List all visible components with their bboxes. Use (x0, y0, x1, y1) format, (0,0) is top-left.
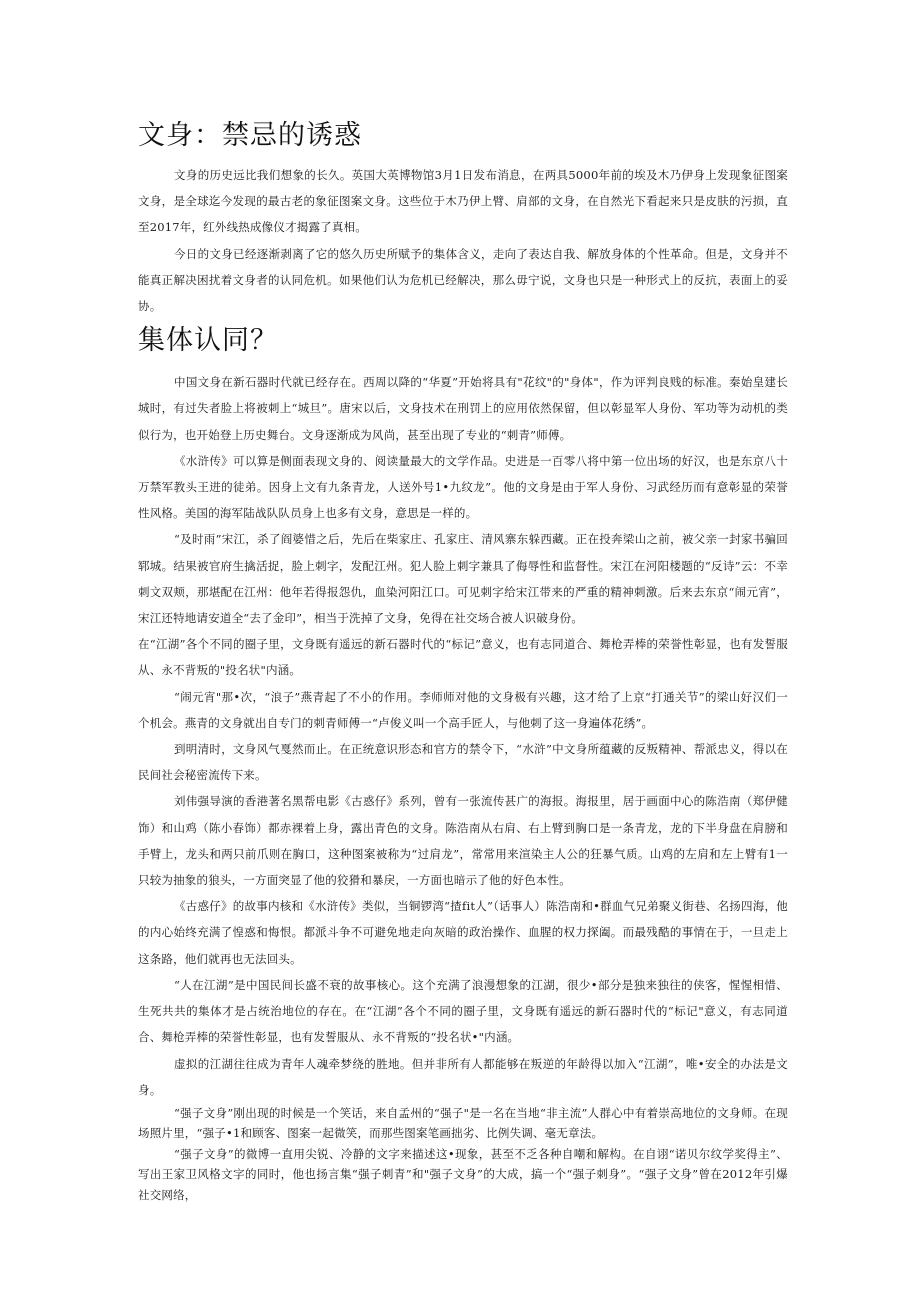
paragraph: 文身的历史远比我们想象的长久。英国大英博物馆3月1日发布消息，在两具5000年前的埃及木乃伊身上发现象征图案文身，是全球迄今发现的最古老的象征图案文身。这些位于木乃伊上臂、肩部的文身，在自然光下看起来只是皮肤的污损，直至2017年，红外线热成像仪才揭露了真相。 (138, 168, 788, 235)
paragraph: “强子文身”刚出现的时候是一个笑话，来自孟州的“强子"是一名在当地“非主流”人群心中有着崇高地位的文身师。在现场照片里，“强子•1和顾客、图案一起微笑，而那些图案笔画拙劣、比例失调、毫无章法。 (138, 1105, 788, 1141)
section-title: 集体认同？ (138, 325, 278, 357)
paragraph: 《古惑仔》的故事内核和《水浒传》类似，当铜锣湾“揸fit人”（话事人）陈浩南和•群血气兄弟聚义街巷、名扬四海，他的内心始终充满了惶惑和悔恨。都派斗争不可避免地走向灰暗的政治操作、血腥的权力探阖。而最残酷的事情在于，一旦走上这条路，他们就再也无法回头。 (138, 899, 788, 966)
paragraph: 中国文身在新石器时代就已经存在。西周以降的“华夏”开始将具有"花纹"的"身体"，作为评判良贱的标准。秦始皇建长城时，有过失者脸上将被刺上“城旦”。唐宋以后，文身技术在刑罚上的应用依然保留，但以彰显军人身份、军功等为动机的类似行为，也开始登上历史舞台。文身逐渐成为风尚，甚至出现了专业的“刺青”师傅。 (138, 375, 788, 442)
paragraph: 今日的文身已经逐渐剥离了它的悠久历史所赋予的集体含义，走向了表达自我、解放身体的个性革命。但是，文身并不能真正解决困扰着文身者的认同危机。如果他们认为危机已经解决，那么毋宁说，文身也只是一种形式上的反抗，表面上的妥协。 (138, 246, 788, 314)
paragraph: 在“江湖”各个不同的圈子里，文身既有遥远的新石器时代的“标记”意义，也有志同道合、舞枪弄棒的荣誉性彰显，也有发誓服从、永不背叛的"投名状"内涵。 (138, 637, 788, 678)
paragraph: 到明清时，文身风气戛然而止。在正统意识形态和官方的禁令下，“水浒”中文身所蕴藏的反叛精神、帮派忠义，得以在民间社会秘密流传下来。 (138, 742, 788, 783)
paragraph: “人在江湖”是中国民间长盛不衰的故事核心。这个充满了浪漫想象的江湖，很少•部分是独来独往的侠客，惺惺相惜、生死共共的集体才是占统治地位的存在。在“江湖”各个不同的圈子里，文身既有遥远的新石器时代的“标记"意义，有志同道合、舞枪弄棒的荣誉性彰显，也有发誓服从、永不背叛的“投名状•"内涵。 (138, 977, 788, 1045)
paragraph: “闹元宵"那•次，“浪子”燕青起了不小的作用。李师师对他的文身极有兴趣，这才给了上京“打通关节”的梁山好汉们一个机会。燕青的文身就出自专门的刺青师傅一“卢俊义叫一个高手匠人，与他刺了这一身遍体花绣”。 (138, 689, 788, 730)
paragraph: 刘伟强导演的香港著名黑帮电影《古惑仔》系列，曾有一张流传甚广的海报。海报里，居于画面中心的陈浩南（郑伊健饰）和山鸡（陈小春饰）都赤裸着上身，露出青色的文身。陈浩南从右肩、右上臂到胸口是一条青龙，龙的下半身盘在肩膀和手臂上，龙头和两只前爪则在胸口，这种图案被称为“过肩龙”，常常用来渲染主人公的狂暴气质。山鸡的左肩和左上臂有1一只较为抽象的狼头，一方面突显了他的狡猾和暴戾，一方面也暗示了他的好色本性。 (138, 794, 788, 888)
paragraph: “及时雨”宋江，杀了阎婆惜之后，先后在柴家庄、孔家庄、清风寨东躲西藏。正在投奔梁山之前，被父亲一封家书骗回郓城。结果被官府生擒活捉，脸上刺字，发配江州。犯人脸上刺字兼具了侮辱性和监督性。宋江在河阳楼题的“反诗”云：不幸刺文双颊，那堪配在江州：他年若得报怨仇，血染河阳江口。可见刺字给宋江带来的严重的精神刺激。后来去东京“闹元宵”，宋江还特地请安道全“去了金印”，相当于洗掉了文身，免得在社交场合被人识破身份。 (138, 532, 788, 626)
paragraph: 虚拟的江湖往往成为青年人魂牵梦绕的胜地。但并非所有人都能够在叛逆的年龄得以加入“江湖”，唯•安全的办法是文身。 (138, 1056, 788, 1097)
paragraph: “强子文身”的微博一直用尖锐、冷静的文字来描述这•现象，甚至不乏各种自嘲和解构。在自诩“诺贝尔纹学奖得主”、写出王家卫风格文字的同时，他也扬言集“强子刺青”和"强子文身”的大成，搞一个“强子刺身”。“强子文身”曾在2012年引爆社交网络， (138, 1146, 788, 1202)
article (138, 118, 788, 1205)
article-title: 文身：禁忌的诱惑 (138, 120, 362, 151)
paragraph: 《水浒传》可以算是侧面表现文身的、阅读量最大的文学作品。史进是一百零八将中第一位出场的好汉，也是东京八十万禁军教头王进的徒弟。因身上文有九条青龙，人送外号1•九纹龙”。他的文身是由于军人身份、习武经历而有意彰显的荣誉性风格。美国的海军陆战队队员身上也多有文身，意思是一样的。 (138, 453, 788, 521)
